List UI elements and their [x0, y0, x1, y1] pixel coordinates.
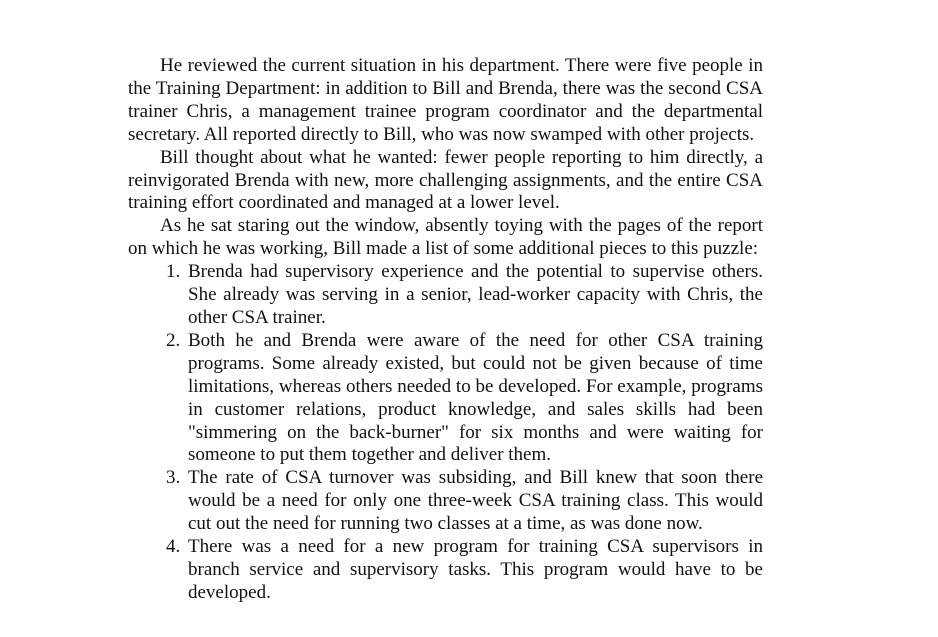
paragraph: He reviewed the current situation in his department. There were five people in the Training Department: in addition to Bill and Brenda, there was the second CSA trainer Chris, a management trainee program coordinator and the departmental secretary. All reported directly to Bill, who was now swamped with other projects. [128, 55, 763, 145]
list-item-number: 3. [166, 467, 181, 489]
paragraph: As he sat staring out the window, absently toying with the pages of the report on which he was working, Bill made a list of some additional pieces to this puzzle: [128, 215, 763, 260]
list-item-text: Both he and Brenda were aware of the need for other CSA training programs. Some already existed, but could not be given because of time limitations, whereas others needed to be developed. For example, programs in customer relations, product knowledge, and sales skills had been "simmering on the back-burner" for six months and were waiting for someone to put them together and deliver them. [188, 329, 763, 466]
list-item-number: 4. [166, 536, 181, 558]
list-item [166, 261, 763, 330]
numbered-list [128, 261, 763, 605]
list-item-text: The rate of CSA turnover was subsiding, and Bill knew that soon there would be a need for only one three-week CSA training class. This would cut out the need for running two classes at a time, as was done now. [188, 467, 763, 535]
list-item [166, 467, 763, 536]
list-item-number: 2. [166, 329, 181, 351]
list-item-number: 1. [166, 261, 181, 283]
list-item-text: There was a need for a new program for training CSA supervisors in branch service and supervisory tasks. This program would have to be developed. [188, 536, 763, 603]
list-item [166, 536, 763, 605]
list-item-text: Brenda had supervisory experience and the potential to supervise others. She already was serving in a senior, lead-worker capacity with Chris, the other CSA trainer. [188, 261, 763, 328]
paragraph: Bill thought about what he wanted: fewer people reporting to him directly, a reinvigorated Brenda with new, more challenging assignments, and the entire CSA training effort coordinated and managed at a lower level. [128, 146, 763, 214]
list-item [166, 329, 763, 467]
document-page [128, 55, 763, 605]
